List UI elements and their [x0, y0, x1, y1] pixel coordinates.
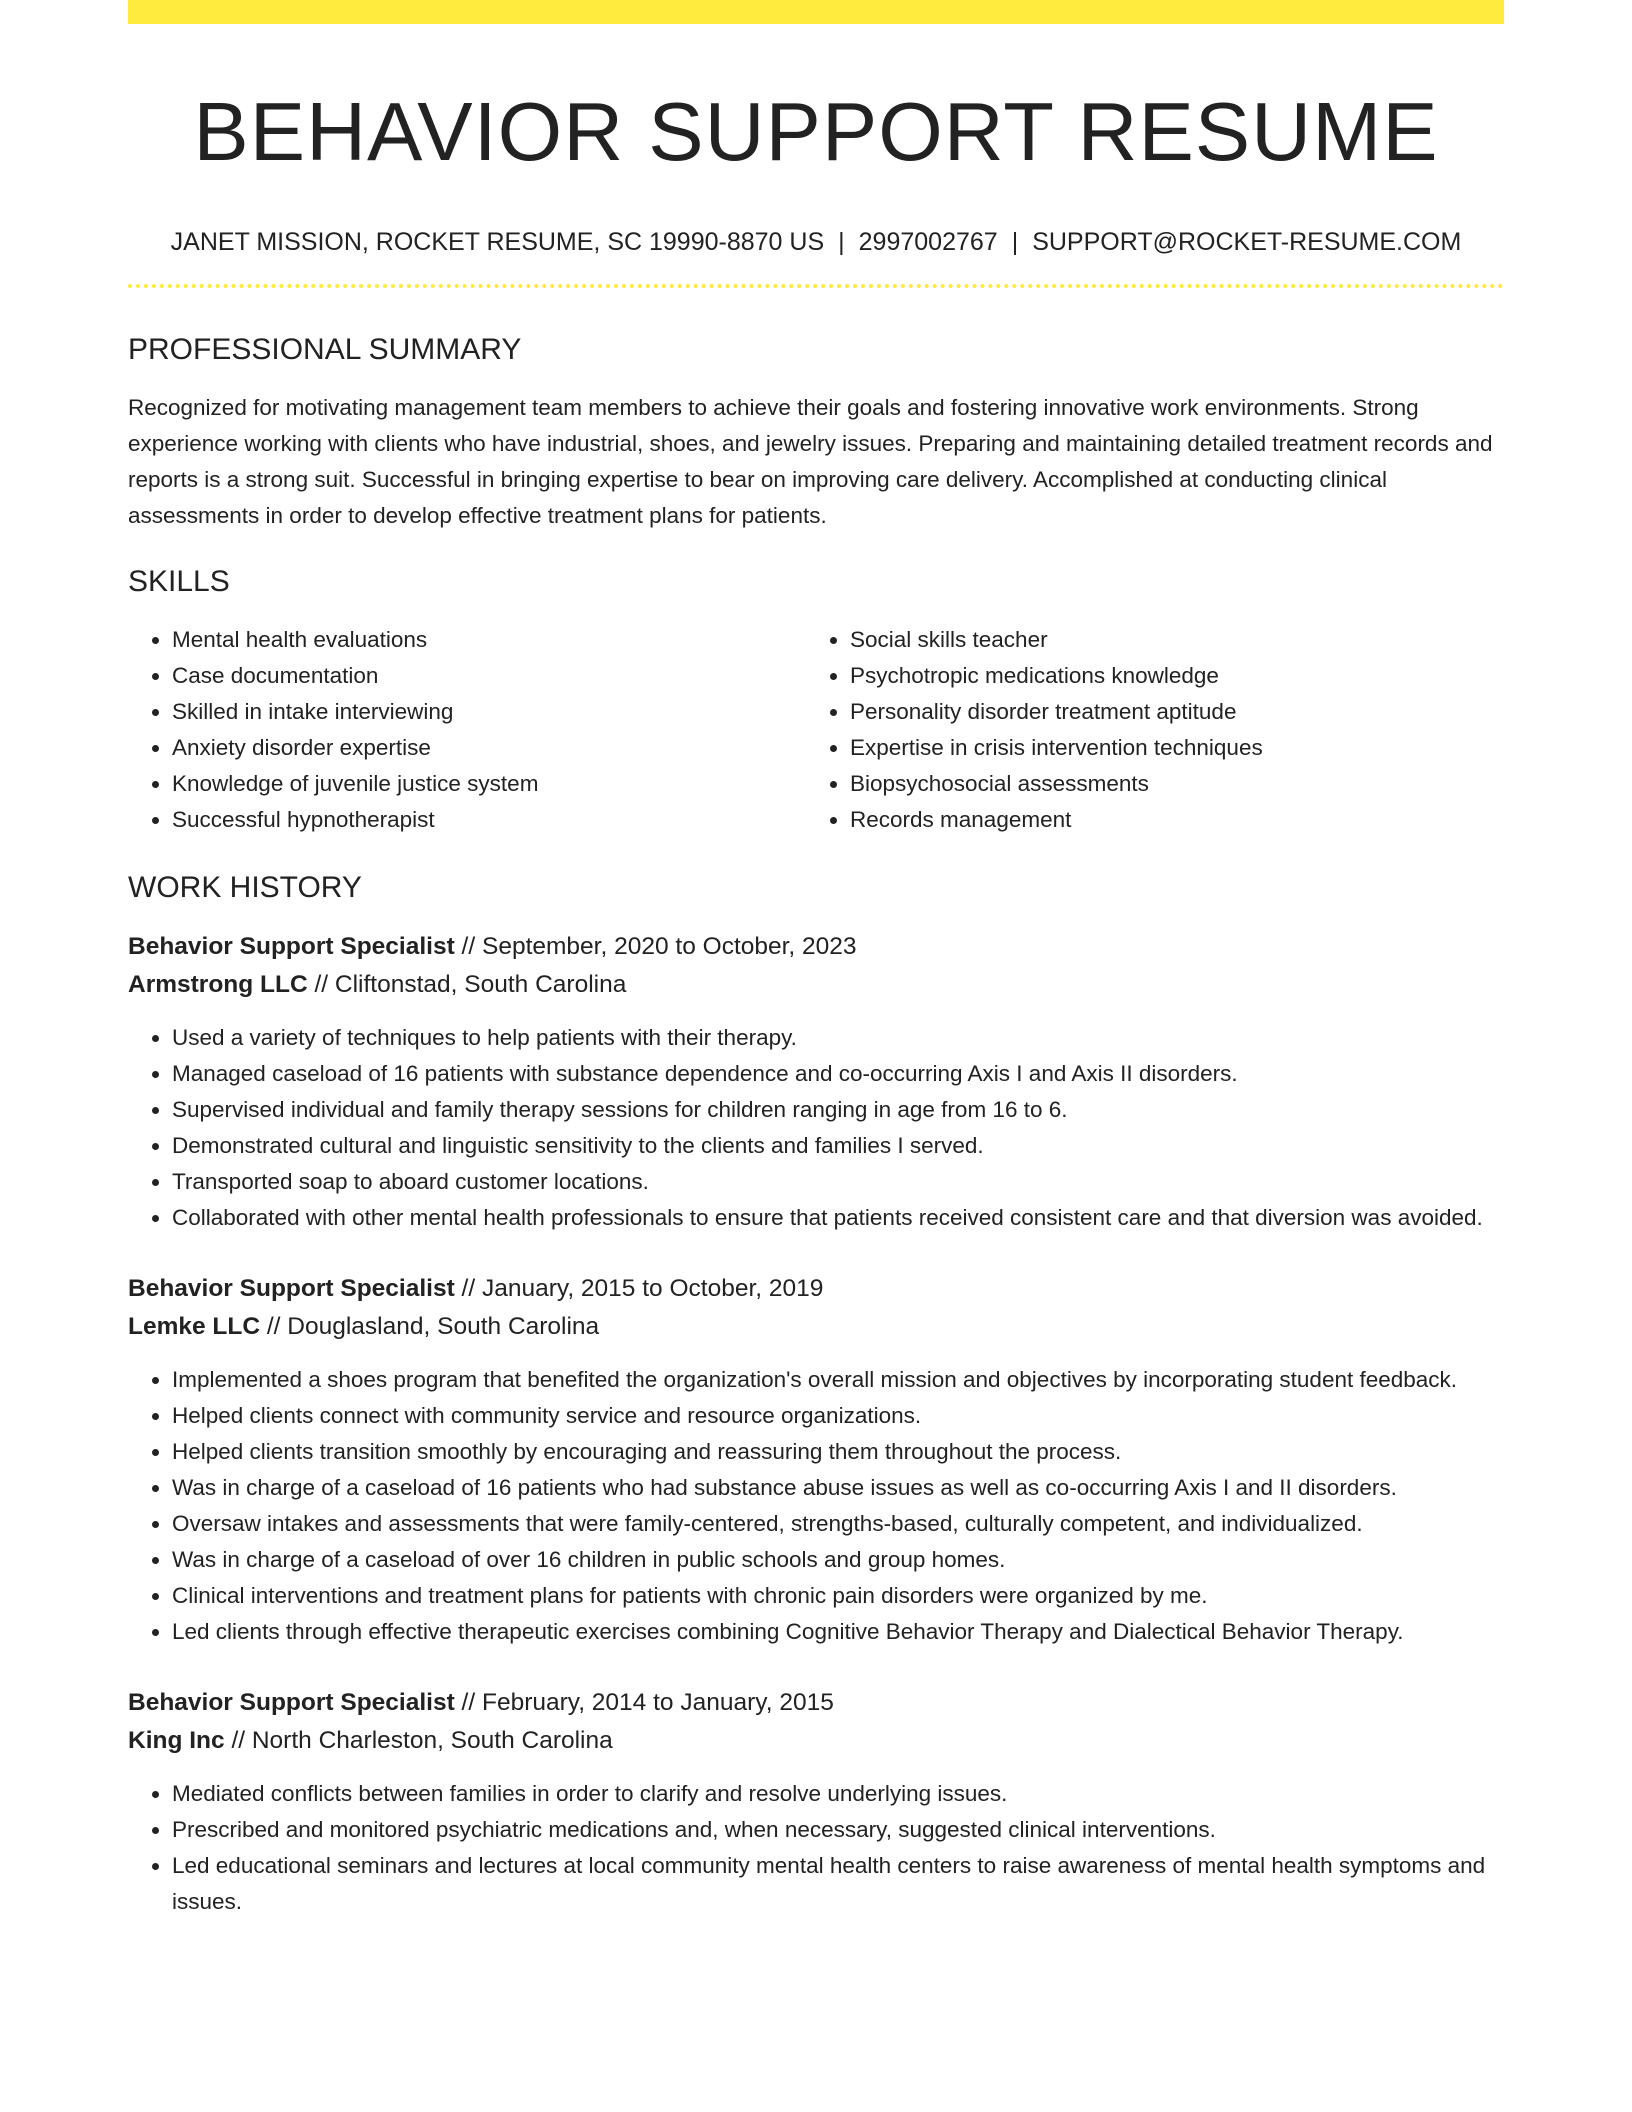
resume-page	[128, 0, 1504, 1920]
job-bullet: • Helped clients transition smoothly by encouraging and reassuring them throughout the process.	[172, 1434, 1504, 1470]
job-title: Behavior Support Specialist	[128, 1689, 455, 1717]
job-title: Behavior Support Specialist	[128, 1275, 455, 1303]
job-bullet: • Collaborated with other mental health professionals to ensure that patients received consistent care and that diversion was avoided.	[172, 1200, 1504, 1236]
skills-heading: SKILLS	[128, 565, 230, 599]
page-title: BEHAVIOR SUPPORT RESUME	[193, 85, 1439, 178]
job-dates: // January, 2015 to October, 2019	[454, 1275, 824, 1303]
skill-item: • Knowledge of juvenile justice system	[172, 766, 806, 802]
job-bullet: • Managed caseload of 16 patients with substance dependence and co-occurring Axis I and Axis II disorders.	[172, 1056, 1504, 1092]
job-company-line	[128, 1308, 1504, 1346]
job-bullet: • Transported soap to aboard customer locations.	[172, 1164, 1504, 1200]
contact-separator: |	[838, 227, 845, 256]
skills-column-left	[128, 622, 806, 838]
summary-heading: PROFESSIONAL SUMMARY	[128, 333, 522, 367]
skills-list	[128, 622, 1504, 838]
summary-text: Recognized for motivating management team members to achieve their goals and fostering innovative work environments. Strong experience working with clients who have industrial, shoes, and jewelry issues. Preparing and maintaining detailed treatment records and reports is a strong suit. Successful in bringing expertise to bear on improving care delivery. Accomplished at conducting clinical assessments in order to develop effective treatment plans for patients.	[128, 395, 1493, 529]
job-bullets	[128, 1362, 1504, 1650]
skill-item: • Biopsychosocial assessments	[850, 766, 1484, 802]
contact-phone: 2997002767	[858, 227, 998, 256]
job-bullet: • Clinical interventions and treatment plans for patients with chronic pain disorders were organized by me.	[172, 1578, 1504, 1614]
skill-item: • Social skills teacher	[850, 622, 1484, 658]
skill-item: • Successful hypnotherapist	[172, 802, 806, 838]
job-bullet: • Led educational seminars and lectures at local community mental health centers to raise awareness of mental health symptoms and issues.	[172, 1848, 1504, 1920]
job-title-line	[128, 1270, 1504, 1308]
job-bullet: • Demonstrated cultural and linguistic sensitivity to the clients and families I served.	[172, 1128, 1504, 1164]
job-entry	[128, 1270, 1504, 1650]
job-bullet: • Was in charge of a caseload of over 16 children in public schools and group homes.	[172, 1542, 1504, 1578]
skill-item: • Skilled in intake interviewing	[172, 694, 806, 730]
job-dates: // September, 2020 to October, 2023	[454, 933, 857, 961]
contact-line	[128, 226, 1504, 259]
job-company: Lemke LLC	[128, 1313, 261, 1341]
skill-item: • Records management	[850, 802, 1484, 838]
job-company: King Inc	[128, 1727, 225, 1755]
job-location: // North Charleston, South Carolina	[224, 1727, 613, 1755]
skill-item: • Case documentation	[172, 658, 806, 694]
job-company-line	[128, 1722, 1504, 1760]
skill-item: • Mental health evaluations	[172, 622, 806, 658]
job-title-line	[128, 1684, 1504, 1722]
skill-item: • Anxiety disorder expertise	[172, 730, 806, 766]
contact-address: JANET MISSION, ROCKET RESUME, SC 19990-8870 US	[170, 227, 825, 256]
job-bullet: • Mediated conflicts between families in order to clarify and resolve underlying issues.	[172, 1776, 1504, 1812]
job-bullets	[128, 1776, 1504, 1920]
contact-separator: |	[1011, 227, 1019, 256]
job-bullets	[128, 1020, 1504, 1236]
job-entry	[128, 928, 1504, 1236]
job-bullet: • Used a variety of techniques to help patients with their therapy.	[172, 1020, 1504, 1056]
skill-item: • Psychotropic medications knowledge	[850, 658, 1484, 694]
divider	[128, 284, 1504, 288]
job-bullet: • Prescribed and monitored psychiatric medications and, when necessary, suggested clinical interventions.	[172, 1812, 1504, 1848]
job-dates: // February, 2014 to January, 2015	[454, 1689, 834, 1717]
contact-email: SUPPORT@ROCKET-RESUME.COM	[1032, 227, 1462, 256]
job-bullet: • Led clients through effective therapeutic exercises combining Cognitive Behavior Therapy and Dialectical Behavior Therapy.	[172, 1614, 1504, 1650]
job-bullet: • Implemented a shoes program that benefited the organization's overall mission and objectives by incorporating student feedback.	[172, 1362, 1504, 1398]
job-location: // Douglasland, South Carolina	[260, 1313, 600, 1341]
skill-item: • Personality disorder treatment aptitude	[850, 694, 1484, 730]
job-location: // Cliftonstad, South Carolina	[307, 971, 627, 999]
job-entry	[128, 1684, 1504, 1920]
skill-item: • Expertise in crisis intervention techniques	[850, 730, 1484, 766]
job-bullet: • Supervised individual and family therapy sessions for children ranging in age from 16 to 6.	[172, 1092, 1504, 1128]
skills-column-right	[806, 622, 1484, 838]
work-history-heading: WORK HISTORY	[128, 871, 362, 905]
job-bullet: • Was in charge of a caseload of 16 patients who had substance abuse issues as well as co-occurring Axis I and II disorders.	[172, 1470, 1504, 1506]
job-company-line	[128, 966, 1504, 1004]
job-bullet: • Helped clients connect with community service and resource organizations.	[172, 1398, 1504, 1434]
job-title-line	[128, 928, 1504, 966]
job-company: Armstrong LLC	[128, 971, 308, 999]
job-title: Behavior Support Specialist	[128, 933, 455, 961]
accent-bar	[128, 0, 1504, 24]
job-bullet: • Oversaw intakes and assessments that were family-centered, strengths-based, culturally competent, and individualized.	[172, 1506, 1504, 1542]
